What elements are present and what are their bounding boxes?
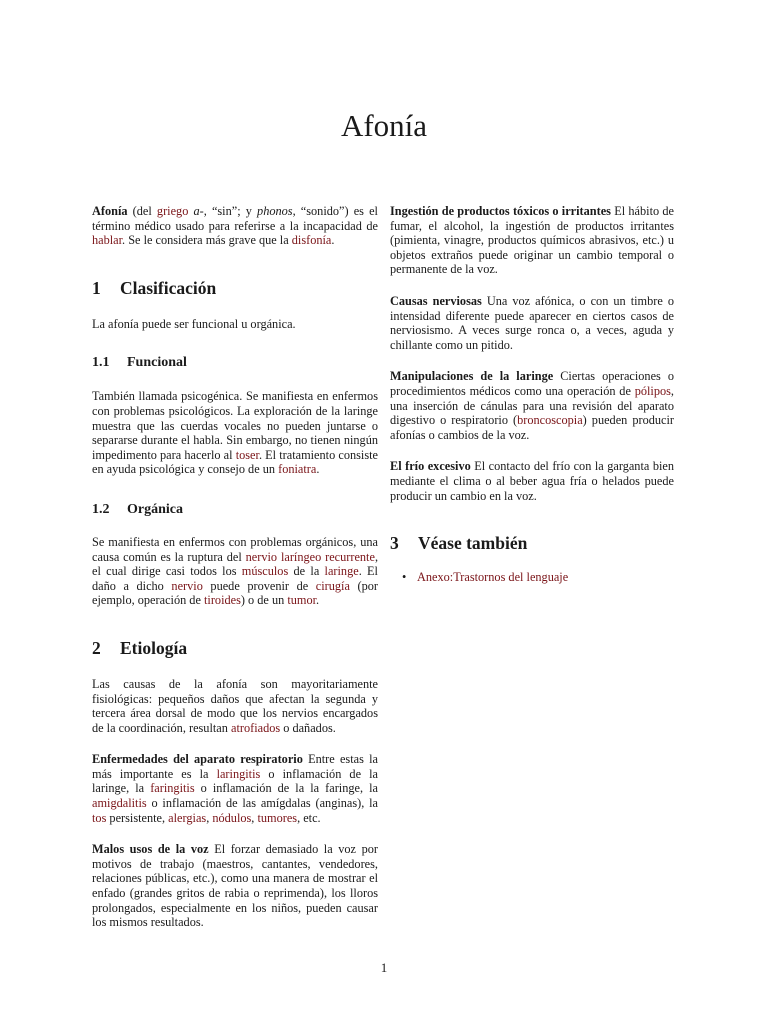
link-atrofiados[interactable]: atrofiados [230,720,281,735]
link-cirugia[interactable]: cirugía [315,578,350,593]
link-disfonia[interactable]: disfonía [291,233,332,248]
intro-paragraph: Afonía (del griego a-, “sin”; y phonos, “sonido”) es el término médico usado para referirse a la incapacidad de hablar. Se le considera más grave que la disfonía. [92,204,378,248]
section-heading-vease-tambien: 3 Véase también [390,533,528,554]
link-musculos[interactable]: músculos [241,564,289,579]
definition-frio-excesivo: El frío excesivo El contacto del frío con la garganta bien mediante el clima o al beber agua fría o helados puede producir un cambio en la voz. [390,459,674,503]
definition-term: Ingestión de productos tóxicos o irritantes [390,204,611,218]
definition-enfermedades: Enfermedades del aparato respiratorio Entre estas la más importante es la laringitis o inflamación de la laringe, la faringitis o inflamación de la la faringe, la amigdalitis o inflamación de las amígdalas (anginas), la tos persistente, alergias, nódulos, tumores, etc. [92,752,378,825]
subsection-heading-organica: 1.2 Orgánica [92,501,183,517]
link-tumor[interactable]: tumor [287,593,317,608]
clasificacion-paragraph: La afonía puede ser funcional u orgánica. [92,316,296,331]
definition-manipulaciones: Manipulaciones de la laringe Ciertas operaciones o procedimientos médicos como una operación de pólipos, una inserción de cánulas para una revisión del aparato digestivo o respiratorio (broncoscopia) pueden producir afonías o cambios de la voz. [390,369,674,442]
link-faringitis[interactable]: faringitis [150,781,195,796]
left-column [92,204,378,930]
see-also-list [390,570,674,585]
organica-paragraph: Se manifiesta en enfermos con problemas orgánicos, una causa común es la ruptura del nervio laríngeo recurrente, el cual dirige casi todos los músculos de la laringe. El daño a dicho nervio puede provenir de cirugía (por ejemplo, operación de tiroides) o de un tumor. [92,534,379,608]
link-griego[interactable]: griego [156,204,189,218]
etiologia-paragraph: Las causas de la afonía son mayoritariamente fisiológicas: pequeños daños que afectan la segunda y tercera área dorsal de modo que los nervios encargados de la coordinación, resultan atrofiados o dañados. [92,676,378,735]
link-anexo-trastornos[interactable]: Anexo:Trastornos del lenguaje [417,570,569,585]
bullet-icon: • [402,570,407,585]
link-tiroides[interactable]: tiroides [204,593,241,608]
definition-term: Causas nerviosas [390,293,482,308]
definition-term: Enfermedades del aparato respiratorio [92,752,303,767]
page-number: 1 [380,960,388,975]
link-polipos[interactable]: pólipos [634,383,671,398]
definition-term: El frío excesivo [390,459,471,474]
definition-term: Manipulaciones de la laringe [390,369,554,384]
section-heading-clasificacion: 1 Clasificación [92,277,217,298]
link-nervio[interactable]: nervio [171,578,203,593]
funcional-paragraph: También llamada psicogénica. Se manifiesta en enfermos con problemas psicológicos. La exploración de la laringe muestra que las cuerdas vocales no pueden juntarse o separarse durante el habla. Sin embargo, no tienen ningún impedimento para hacerlo al toser. El tratamiento consiste en ayuda psicológica y consejo de un foniatra. [92,389,378,477]
link-nodulos[interactable]: nódulos [212,810,252,825]
subsection-heading-funcional: 1.1 Funcional [92,355,187,371]
link-foniatra[interactable]: foniatra [278,462,317,477]
link-laringitis[interactable]: laringitis [216,766,261,781]
definition-causas-nerviosas: Causas nerviosas Una voz afónica, o con un timbre o intensidad diferente puede aparecer en ciertos casos de nerviosismo. A veces surge ronca o, a veces, aguda y chillante como un pitido. [390,293,674,352]
right-column [390,204,674,585]
link-tumores[interactable]: tumores [257,810,298,825]
link-broncoscopia[interactable]: broncoscopia [517,413,583,428]
link-alergias[interactable]: alergias [168,810,207,825]
link-hablar[interactable]: hablar [92,233,123,248]
definition-term: Malos usos de la voz [92,842,209,857]
page-title: Afonía [340,108,428,143]
link-nervio-laringeo-recurrente[interactable]: nervio laríngeo recurrente [245,549,375,564]
link-toser[interactable]: toser [235,447,259,462]
link-laringe[interactable]: laringe [324,564,359,579]
section-heading-etiologia: 2 Etiología [92,637,188,658]
link-amigdalitis[interactable]: amigdalitis [92,796,147,811]
definition-malos-usos: Malos usos de la voz El forzar demasiado la voz por motivos de trabajo (maestros, cantantes, vendedores, relaciones públicas, etc.), como una manera de mostrar el enfado (grandes gritos de rabia o reprimenda), los lloros prolongados, especialmente en los niños, pueden causar los mismos resultados. [92,842,378,930]
list-item [390,570,674,585]
definition-ingestion: Ingestión de productos tóxicos o irritantes El hábito de fumar, el alcohol, la ingestión de productos irritantes (pimienta, vinagre, productos químicos abrasivos, etc.) u objetos extraños puede originar un cambio temporal o permanente de la voz. [390,204,674,277]
link-tos[interactable]: tos [92,810,107,825]
intro-term: Afonía [92,204,128,218]
